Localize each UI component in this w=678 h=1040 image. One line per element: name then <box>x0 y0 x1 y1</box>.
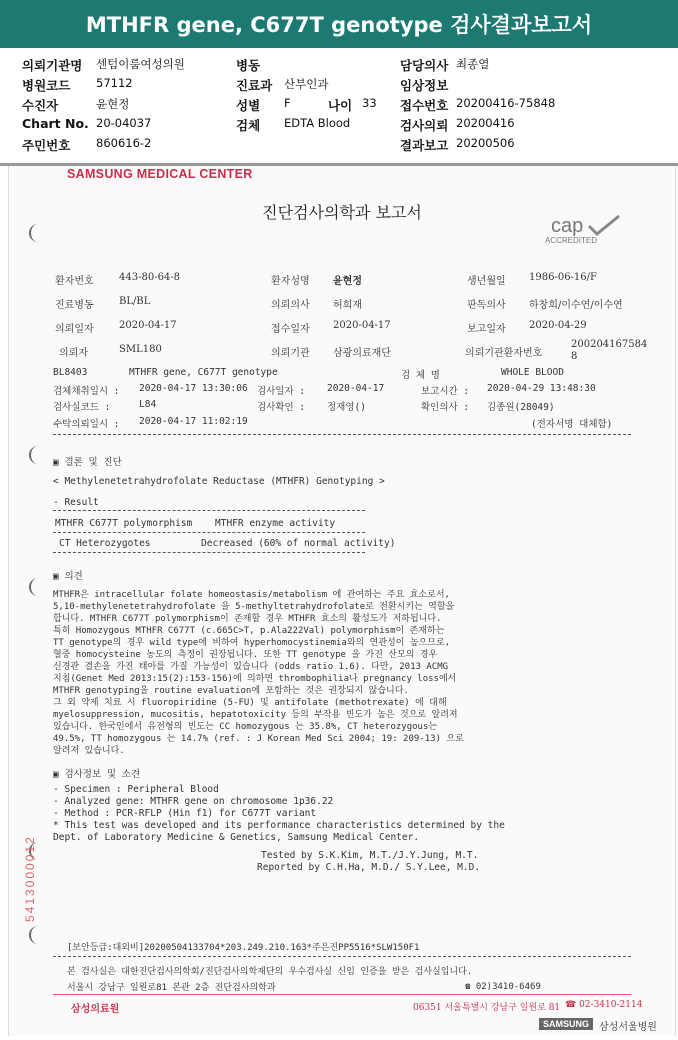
accession-label: 접수번호 <box>400 98 449 113</box>
hospcode-value: 57112 <box>96 76 133 90</box>
clinical-label: 임상정보 <box>400 78 449 93</box>
opinion-line: 5,10-methylenetetrahydrofolate 을 5-methyltetrahydrofolate로 전환시키는 역할을 <box>53 602 455 612</box>
report-date-label: 결과보고 <box>400 138 449 153</box>
specimen-name-value: WHOLE BLOOD <box>501 367 564 378</box>
r3-label-3: 보고일자 <box>467 324 506 335</box>
resident-value: 860616-2 <box>96 136 152 150</box>
binder-hole <box>29 926 45 944</box>
r1-value-1: 443-80-64-8 <box>119 272 181 283</box>
genotyping-title: < Methylenetetrahydrofolate Reductase (MTHFR) Genotyping > <box>53 476 385 487</box>
consign-label: 수탁의뢰일시 : <box>53 419 120 430</box>
test-info-line: - Analyzed gene: MTHFR gene on chromosome 1p36.22 <box>53 796 334 807</box>
cap-accredited-logo <box>545 212 625 246</box>
opinion-line: MTHFR genotyping을 routine evaluation에 포함하는 것은 권장되지 않습니다. <box>53 686 409 696</box>
table-rule <box>53 510 365 511</box>
r2-value-2: 허희재 <box>333 300 362 311</box>
confirmer-label: 확인의사 : <box>421 402 470 413</box>
test-name: MTHFR gene, C677T genotype <box>129 367 278 378</box>
sex-value: F <box>284 96 291 110</box>
reported-by: Reported by C.H.Ha, M.D./ S.Y.Lee, M.D. <box>257 862 481 873</box>
accession-value: 20200416-75848 <box>456 96 556 110</box>
collect-label: 검체채취일시 : <box>53 386 120 397</box>
opinion-line: 49.5%, TT homozygous 는 14.7% (ref. : J Korean Med Sci 2004; 19: 209-13) 으로 <box>53 734 464 744</box>
age-value: 33 <box>362 96 377 110</box>
r1-label-2: 환자성명 <box>271 276 310 287</box>
section-test-info: ▣ 검사정보 및 소견 <box>53 769 141 780</box>
tested-by: Tested by S.K.Kim, M.T./J.Y.Jung, M.T. <box>261 850 479 861</box>
section-conclusion: ▣ 결론 및 진단 <box>53 457 122 468</box>
r2-value-1: BL/BL <box>119 296 151 307</box>
confirmer-value: 김종원(28049) <box>487 402 555 413</box>
r2-value-3: 하창희/이수연/이수연 <box>529 300 623 311</box>
r3-value-2: 2020-04-17 <box>333 320 391 331</box>
test-info-line: - Specimen : Peripheral Blood <box>53 784 219 795</box>
r1-label-3: 생년월일 <box>467 276 506 287</box>
test-info-line: * This test was developed and its performance characteristics determined by the <box>53 820 505 831</box>
lab-code-label: 검사실코드 : <box>53 402 111 413</box>
result-cell-activity: Decreased (60% of normal activity) <box>201 538 396 549</box>
opinion-line: 지침(Genet Med 2013:15(2):153-156)에 의하면 thrombophilia나 pregnancy loss에서 <box>53 674 457 684</box>
r1-value-3: 1986-06-16/F <box>529 272 597 283</box>
divider <box>53 434 631 435</box>
cap-logo-text: cap <box>551 215 584 237</box>
r4-label-2: 의뢰기관 <box>271 348 310 359</box>
table-rule <box>53 552 365 553</box>
r3-label-1: 의뢰일자 <box>55 324 94 335</box>
footer-divider <box>53 994 631 995</box>
r4-value-3: 200204167584 <box>571 339 648 350</box>
doctor-label: 담당의사 <box>400 58 449 73</box>
consign-value: 2020-04-17 11:02:19 <box>139 416 248 427</box>
result-cell-genotype: CT Heterozygotes <box>59 538 151 549</box>
patient-label: 수진자 <box>22 98 59 113</box>
r1-value-2: 윤현정 <box>333 276 362 287</box>
chart-label: Chart No. <box>22 116 89 131</box>
certification-note: 본 검사실은 대한진단검사의학회/진단검사의학재단의 우수검사실 신임 인증을 받은 검사실입니다. <box>67 967 473 977</box>
sex-label: 성별 <box>236 98 261 113</box>
collect-value: 2020-04-17 13:30:06 <box>139 383 248 394</box>
r3-value-3: 2020-04-29 <box>529 320 587 331</box>
binder-hole <box>29 578 45 596</box>
result-label: - Result <box>53 497 99 508</box>
e-signature-note: (전자서명 대체함) <box>531 419 613 430</box>
hospital-name: SAMSUNG MEDICAL CENTER <box>67 167 253 181</box>
binder-hole <box>29 224 45 242</box>
lab-address: 서울시 강남구 일원로81 본관 2층 진단검사의학과 <box>67 983 276 993</box>
opinion-line: 합니다. MTHFR C677T polymorphism이 존재할 경우 MTHFR 효소의 활성도가 저하됩니다. <box>53 614 442 624</box>
specimen-value: EDTA Blood <box>284 116 351 130</box>
footer-brand: SAMSUNG <box>539 1018 593 1030</box>
request-value: 20200416 <box>456 116 515 130</box>
r3-label-2: 접수일자 <box>271 324 310 335</box>
result-col-header-2: MTHFR enzyme activity <box>215 518 336 529</box>
opinion-line: MTHFR은 intracellular folate homeostasis/metabolism 에 관여하는 주요 효소로서, <box>53 590 450 600</box>
lab-code-value: L84 <box>139 399 157 410</box>
lab-report-title: 진단검사의학과 보고서 <box>262 203 422 222</box>
footer-left-logo: 삼성의료원 <box>71 1004 120 1015</box>
report-title: MTHFR gene, C677T genotype 검사결과보고서 <box>85 13 593 37</box>
patient-value: 윤현정 <box>96 97 130 111</box>
patient-info-panel <box>0 50 678 162</box>
r2-label-2: 의뢰의사 <box>271 300 310 311</box>
r2-label-3: 판독의사 <box>467 300 506 311</box>
table-rule <box>53 532 365 533</box>
r3-value-1: 2020-04-17 <box>119 320 177 331</box>
report-time-label: 보고시간 : <box>421 386 470 397</box>
lab-phone: ☎ 02)3410-6469 <box>465 982 541 992</box>
specimen-label: 검체 <box>236 118 261 133</box>
cap-logo-sub: ACCREDITED <box>545 236 598 245</box>
r4-value-3b: 8 <box>571 351 578 362</box>
r4-label-3: 의뢰기관환자번호 <box>465 348 543 359</box>
report-time-value: 2020-04-29 13:48:30 <box>487 383 596 394</box>
org-label: 의뢰기관명 <box>22 58 83 73</box>
opinion-line: 특히 Homozygous MTHFR C677T (c.665C>T, p.Ala222Val) polymorphism이 존재하는 <box>53 626 445 636</box>
footer-brand-kr: 삼성서울병원 <box>599 1022 657 1033</box>
org-value: 센텀이룸여성의원 <box>96 57 185 71</box>
hospcode-label: 병원코드 <box>22 78 71 93</box>
r4-label-1: 의뢰자 <box>59 348 88 359</box>
dept-value: 산부인과 <box>284 77 329 91</box>
test-info-line: - Method : PCR-RFLP (Hin f1) for C677T variant <box>53 808 317 819</box>
ward-label: 병동 <box>236 58 261 73</box>
opinion-line: 혈중 homocysteine 농도의 측정이 권장됩니다. 또한 TT genotype 을 가진 산모의 경우 <box>53 650 438 660</box>
opinion-line: 신경관 결손을 가진 태아를 가질 가능성이 있습니다 (odds ratio 1.6). 다만, 2013 ACMG <box>53 662 449 672</box>
opinion-line: 그 외 약제 치료 시 fluoropiridine (5-FU) 및 antifolate (methotrexate) 에 대해 <box>53 698 447 708</box>
divider <box>53 956 631 957</box>
opinion-line: 있습니다. 한국인에서 유전형의 빈도는 CC homozygous 는 35.8%, CT heterozygous는 <box>53 722 438 732</box>
report-date-value: 20200506 <box>456 136 515 150</box>
footer-address: 06351 서울특별시 강남구 일원로 81 <box>413 1003 561 1013</box>
opinion-line: TT genotype의 경우 wild type에 비하여 hyperhomocystinemia와의 연관성이 높으므로, <box>53 638 451 648</box>
r4-value-2: 삼광의료재단 <box>333 348 391 359</box>
result-col-header-1: MTHFR C677T polymorphism <box>55 518 193 529</box>
r1-label-1: 환자번호 <box>55 276 94 287</box>
r4-value-1: SML180 <box>119 344 162 355</box>
resident-label: 주민번호 <box>22 138 71 153</box>
security-grade: [보안등급:대외비]20200504133704*203.249.210.163*주은진PP5516*SLW150F1 <box>67 943 420 953</box>
doctor-value: 최종열 <box>456 57 490 71</box>
vertical-stamp-number: 5413000012 <box>23 835 37 922</box>
age-label: 나이 <box>328 98 353 113</box>
specimen-name-label: 검 체 명 <box>401 370 440 381</box>
section-opinion: ▣ 의견 <box>53 571 83 582</box>
r2-label-1: 진료병동 <box>55 300 94 311</box>
binder-hole <box>29 446 45 464</box>
confirm-label: 검사확인 : <box>257 402 306 413</box>
request-label: 검사의뢰 <box>400 118 449 133</box>
dept-label: 진료과 <box>236 78 273 93</box>
chart-value: 20-04037 <box>96 116 152 130</box>
report-title-bar <box>0 0 678 48</box>
scanned-report <box>8 166 676 1036</box>
opinion-line: 알려져 있습니다. <box>53 746 125 756</box>
confirm-value: 정재영() <box>327 402 366 413</box>
test-date-label: 검사일자 : <box>257 386 306 397</box>
opinion-line: myelosuppression, mucositis, hepatotoxicity 등의 부작용 빈도가 높은 것으로 알려져 <box>53 710 458 720</box>
test-code: BL8403 <box>53 367 88 378</box>
footer-phone: ☎ 02-3410-2114 <box>565 1000 643 1010</box>
test-date-value: 2020-04-17 <box>327 383 385 394</box>
test-info-line: Dept. of Laboratory Medicine & Genetics, Samsung Medical Center. <box>53 832 420 843</box>
